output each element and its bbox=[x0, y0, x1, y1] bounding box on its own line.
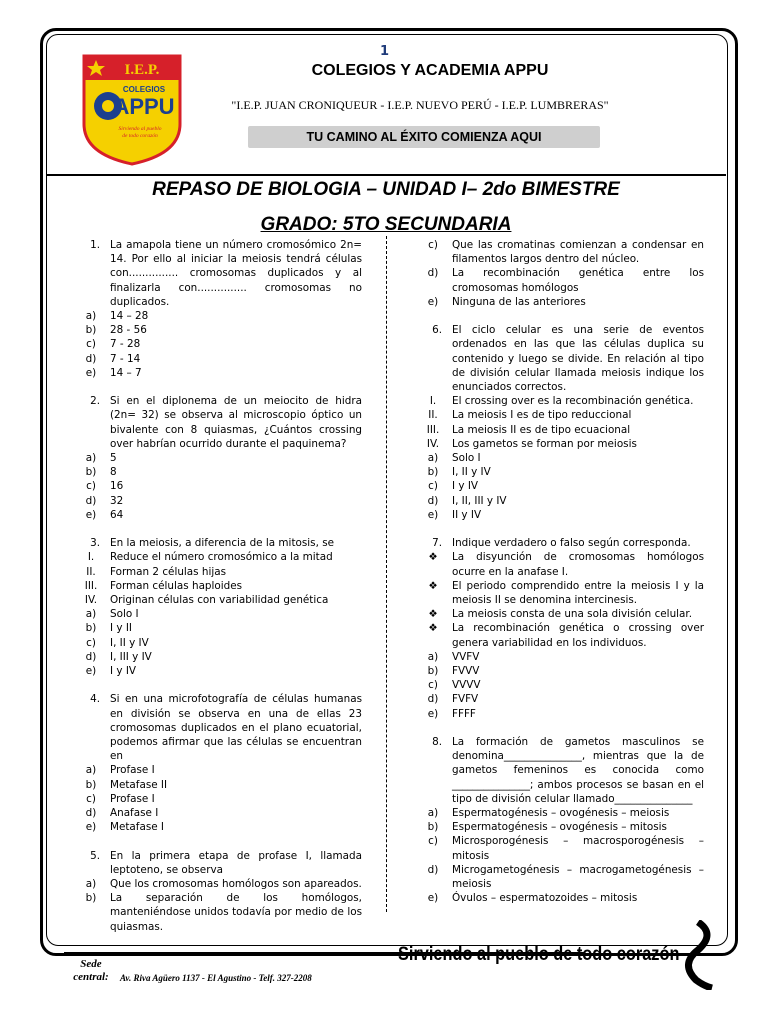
item-marker: c) bbox=[86, 480, 96, 493]
option-item bbox=[414, 692, 704, 706]
item-text: Que las cromatinas comienzan a condensar en filamentos largos dentro del núcleo. bbox=[452, 239, 704, 266]
item-marker: 3. bbox=[90, 537, 100, 550]
sede-label: Sede central: bbox=[73, 958, 109, 983]
option-item bbox=[72, 891, 362, 934]
item-marker: a) bbox=[85, 878, 97, 891]
item-text: La recombinación genética entre los cromosomas homólogos bbox=[452, 267, 704, 294]
option-item bbox=[72, 366, 362, 380]
item-marker: d) bbox=[85, 352, 97, 365]
item-text: 7 - 28 bbox=[110, 338, 141, 351]
item-text: I, II y IV bbox=[110, 636, 149, 649]
spacer bbox=[414, 309, 704, 323]
item-text: En la primera etapa de profase I, llamada leptoteno, se observa bbox=[110, 849, 362, 876]
item-text: 16 bbox=[110, 480, 124, 493]
item-marker: b) bbox=[427, 665, 439, 678]
option-item bbox=[414, 550, 704, 578]
spacer bbox=[72, 380, 362, 394]
option-item bbox=[72, 565, 362, 579]
item-text: Óvulos – espermatozoides – mitosis bbox=[452, 892, 638, 905]
option-item bbox=[72, 479, 362, 493]
item-marker: 7. bbox=[432, 537, 442, 550]
item-text: El crossing over es la recombinación genética. bbox=[452, 395, 694, 408]
item-text: Si en el diplonema de un meiocito de hidra (2n= 32) se observa al microscopio óptico un bivalente con 8 quiasmas, ¿Cuántos crossing over habrían ocurrido durante el paquinema? bbox=[110, 395, 362, 450]
item-marker: e) bbox=[427, 508, 439, 521]
item-marker: d) bbox=[427, 267, 439, 280]
spacer bbox=[414, 721, 704, 735]
item-marker: c) bbox=[428, 679, 438, 692]
item-text: I y II bbox=[110, 622, 132, 635]
item-marker: 2. bbox=[90, 395, 100, 408]
option-item bbox=[72, 465, 362, 479]
item-text: 28 - 56 bbox=[110, 324, 147, 337]
option-item bbox=[72, 778, 362, 792]
item-marker: c) bbox=[428, 835, 438, 848]
document-subtitle: GRADO: 5TO SECUNDARIA bbox=[260, 214, 512, 235]
item-marker: I. bbox=[429, 395, 437, 408]
item-marker: III. bbox=[426, 423, 440, 436]
option-item bbox=[72, 607, 362, 621]
item-text: VVFV bbox=[452, 650, 480, 663]
option-item bbox=[414, 806, 704, 820]
svg-text:de todo corazón: de todo corazón bbox=[122, 133, 158, 139]
item-text: Si en una microfotografía de células humanas en división se observa en una de ellas 23 cromosomas duplicados en el plano ecuatorial, podemos afirmar que las células se encuentran en bbox=[110, 693, 362, 763]
item-marker: d) bbox=[85, 650, 97, 663]
item-text: 32 bbox=[110, 494, 124, 507]
item-marker: a) bbox=[85, 452, 97, 465]
item-marker: e) bbox=[427, 707, 439, 720]
item-marker: b) bbox=[85, 892, 97, 905]
question-item bbox=[414, 536, 704, 550]
column-divider bbox=[386, 236, 387, 912]
item-marker: e) bbox=[427, 892, 439, 905]
question-item bbox=[72, 692, 362, 763]
item-marker: b) bbox=[85, 466, 97, 479]
item-marker: ❖ bbox=[428, 551, 438, 564]
item-marker: d) bbox=[85, 807, 97, 820]
option-item bbox=[72, 550, 362, 564]
option-item bbox=[72, 636, 362, 650]
item-marker: 4. bbox=[90, 693, 100, 706]
item-marker: a) bbox=[85, 608, 97, 621]
question-item bbox=[72, 849, 362, 877]
option-item bbox=[414, 508, 704, 522]
item-marker: d) bbox=[427, 693, 439, 706]
slogan-banner: TU CAMINO AL ÉXITO COMIENZA AQUI bbox=[248, 126, 600, 148]
item-text: Espermatogénesis – ovogénesis – meiosis bbox=[452, 807, 670, 820]
question-item bbox=[72, 536, 362, 550]
item-text: La meiosis consta de una sola división celular. bbox=[452, 608, 693, 621]
question-item bbox=[414, 735, 704, 806]
item-text: 14 – 28 bbox=[110, 310, 149, 323]
item-marker: a) bbox=[85, 310, 97, 323]
option-item bbox=[414, 863, 704, 891]
item-text: I, II, III y IV bbox=[452, 494, 507, 507]
item-text: El periodo comprendido entre la meiosis I y la meiosis II se denomina intercinesis. bbox=[452, 579, 704, 607]
item-marker: ❖ bbox=[428, 608, 438, 621]
option-item bbox=[414, 621, 704, 649]
item-marker: I. bbox=[87, 551, 95, 564]
option-item bbox=[414, 579, 704, 607]
option-item bbox=[414, 295, 704, 309]
item-marker: e) bbox=[85, 665, 97, 678]
option-item bbox=[72, 820, 362, 834]
option-item bbox=[414, 423, 704, 437]
spacer bbox=[72, 678, 362, 692]
option-item bbox=[72, 650, 362, 664]
question-item bbox=[72, 394, 362, 451]
item-marker: e) bbox=[427, 295, 439, 308]
option-item bbox=[414, 437, 704, 451]
item-marker: b) bbox=[85, 778, 97, 791]
option-item bbox=[72, 664, 362, 678]
option-item bbox=[72, 309, 362, 323]
item-text: FVFV bbox=[452, 693, 479, 706]
item-marker: ❖ bbox=[428, 579, 438, 592]
option-item bbox=[72, 494, 362, 508]
footer-motto: Sirviendo al pueblo de todo corazón bbox=[398, 944, 680, 965]
item-marker: 8. bbox=[432, 736, 442, 749]
item-text: Espermatogénesis – ovogénesis – mitosis bbox=[452, 821, 667, 834]
document-title: REPASO DE BIOLOGIA – UNIDAD I– 2do BIMESTRE bbox=[152, 179, 620, 200]
logo-iep-text: I.E.P. bbox=[124, 62, 160, 78]
school-logo bbox=[82, 54, 182, 166]
item-marker: a) bbox=[427, 452, 439, 465]
option-item bbox=[414, 820, 704, 834]
item-marker: c) bbox=[428, 239, 438, 251]
footer-address: Av. Riva Agüero 1137 - El Agustino - Telf. 327-2208 bbox=[120, 973, 312, 983]
header-divider bbox=[46, 174, 726, 176]
item-text: La recombinación genética o crossing over genera variabilidad en los individuos. bbox=[452, 622, 704, 649]
item-text: Microgametogénesis – macrogametogénesis – meiosis bbox=[452, 863, 704, 891]
item-marker: d) bbox=[427, 863, 439, 876]
item-text: Metafase II bbox=[110, 778, 168, 791]
option-item bbox=[414, 707, 704, 721]
schools-line: "I.E.P. JUAN CRONIQUEUR - I.E.P. NUEVO PERÚ - I.E.P. LUMBRERAS" bbox=[231, 98, 609, 112]
item-text: La meiosis I es de tipo reduccional bbox=[452, 409, 632, 422]
option-item bbox=[414, 408, 704, 422]
item-text: Los gametos se forman por meiosis bbox=[452, 437, 637, 450]
option-item bbox=[72, 763, 362, 777]
spacer bbox=[72, 834, 362, 848]
option-item bbox=[414, 607, 704, 621]
item-text: La meiosis II es de tipo ecuacional bbox=[452, 423, 631, 436]
spacer bbox=[414, 522, 704, 536]
item-text: El ciclo celular es una serie de eventos ordenados en las que las células duplica su contenido y luego se divide. En relación al tipo de división celular llamada meiosis indique los enunciados correctos. bbox=[452, 324, 704, 394]
item-marker: IV. bbox=[84, 594, 98, 607]
option-item bbox=[414, 465, 704, 479]
item-marker: ❖ bbox=[428, 622, 438, 635]
item-text: La disyunción de cromosomas homólogos ocurre en la anafase I. bbox=[452, 551, 704, 578]
item-marker: IV. bbox=[426, 437, 440, 450]
item-marker: a) bbox=[85, 764, 97, 777]
item-marker: b) bbox=[427, 466, 439, 479]
item-marker: 1. bbox=[90, 239, 100, 251]
item-marker: b) bbox=[85, 622, 97, 635]
option-item bbox=[414, 479, 704, 493]
left-column bbox=[72, 238, 362, 934]
option-item bbox=[72, 352, 362, 366]
item-text: VVVV bbox=[452, 679, 481, 692]
item-marker: c) bbox=[86, 636, 96, 649]
option-item bbox=[72, 792, 362, 806]
logo-colegios-text: COLEGIOS bbox=[122, 85, 166, 94]
option-item bbox=[414, 238, 704, 266]
footer-swoosh-icon bbox=[668, 920, 716, 990]
item-text: La amapola tiene un número cromosómico 2n= 14. Por ello al iniciar la meiosis tendrá células con............... cromosomas duplicados y al finalizarla con............... cromosomas no duplicados. bbox=[110, 239, 362, 308]
option-item bbox=[72, 508, 362, 522]
spacer bbox=[72, 522, 362, 536]
item-text: Metafase I bbox=[110, 821, 164, 834]
item-text: Solo I bbox=[452, 452, 481, 465]
item-text: Que los cromosomas homólogos son apareados. bbox=[110, 878, 362, 891]
logo-tagline: Sirviendo al pueblo bbox=[118, 126, 162, 132]
item-text: Originan células con variabilidad genética bbox=[110, 594, 329, 607]
option-item bbox=[414, 451, 704, 465]
item-text: 5 bbox=[110, 452, 117, 465]
item-marker: c) bbox=[86, 792, 96, 805]
item-text: 8 bbox=[110, 466, 117, 479]
option-item bbox=[72, 621, 362, 635]
item-text: Solo I bbox=[110, 608, 139, 621]
option-item bbox=[72, 593, 362, 607]
item-marker: 6. bbox=[432, 324, 442, 337]
option-item bbox=[414, 650, 704, 664]
item-marker: e) bbox=[85, 508, 97, 521]
item-text: La separación de los homólogos, manteniéndose unidos todavía por medio de los quiasmas. bbox=[110, 892, 362, 933]
item-text: FFFF bbox=[452, 707, 476, 720]
option-item bbox=[414, 834, 704, 862]
item-text: Profase I bbox=[110, 764, 155, 777]
item-marker: d) bbox=[85, 494, 97, 507]
item-text: Indique verdadero o falso según corresponda. bbox=[452, 537, 691, 550]
item-marker: III. bbox=[84, 579, 98, 592]
option-item bbox=[72, 337, 362, 351]
item-text: Anafase I bbox=[110, 807, 159, 820]
item-text: Microsporogénesis – macrosporogénesis – mitosis bbox=[452, 835, 704, 862]
option-item bbox=[72, 877, 362, 891]
item-text: I, II y IV bbox=[452, 466, 491, 479]
item-marker: e) bbox=[85, 821, 97, 834]
item-text: 14 – 7 bbox=[110, 366, 142, 379]
item-text: Profase I bbox=[110, 792, 155, 805]
item-marker: d) bbox=[427, 494, 439, 507]
item-text: Reduce el número cromosómico a la mitad bbox=[110, 551, 333, 564]
school-name: COLEGIOS Y ACADEMIA APPU bbox=[311, 62, 549, 79]
item-marker: b) bbox=[85, 324, 97, 337]
item-text: I y IV bbox=[110, 665, 136, 678]
item-marker: e) bbox=[85, 366, 97, 379]
item-text: Forman 2 células hijas bbox=[110, 565, 227, 578]
item-marker: b) bbox=[427, 821, 439, 834]
option-item bbox=[414, 394, 704, 408]
option-item bbox=[72, 323, 362, 337]
option-item bbox=[414, 891, 704, 905]
option-item bbox=[72, 579, 362, 593]
item-marker: c) bbox=[86, 338, 96, 351]
option-item bbox=[414, 494, 704, 508]
option-item bbox=[72, 806, 362, 820]
item-text: En la meiosis, a diferencia de la mitosis, se bbox=[110, 537, 334, 550]
question-item bbox=[414, 323, 704, 394]
item-text: Forman células haploides bbox=[110, 579, 243, 592]
item-text: 64 bbox=[110, 508, 124, 521]
page-number: 1 bbox=[380, 44, 390, 59]
item-text: I y IV bbox=[452, 480, 478, 493]
option-item bbox=[414, 678, 704, 692]
item-marker: c) bbox=[428, 480, 438, 493]
logo-appu-text: APPU bbox=[113, 94, 175, 119]
item-text: Ninguna de las anteriores bbox=[452, 295, 586, 308]
option-item bbox=[414, 664, 704, 678]
item-text: 7 - 14 bbox=[110, 352, 141, 365]
item-marker: II. bbox=[428, 409, 438, 422]
right-column bbox=[414, 238, 704, 906]
item-marker: II. bbox=[86, 565, 96, 578]
item-marker: a) bbox=[427, 650, 439, 663]
item-text: La formación de gametos masculinos se denomina_______________, mientras que la de gametos femeninos es conocida como _______________; ambos procesos se basan en el tipo de división celular llamado_______________ bbox=[452, 736, 704, 805]
question-item bbox=[72, 238, 362, 309]
item-text: II y IV bbox=[452, 508, 482, 521]
option-item bbox=[414, 266, 704, 294]
item-text: FVVV bbox=[452, 665, 480, 678]
item-text: I, III y IV bbox=[110, 650, 152, 663]
item-marker: 5. bbox=[90, 849, 100, 862]
item-marker: a) bbox=[427, 807, 439, 820]
option-item bbox=[72, 451, 362, 465]
